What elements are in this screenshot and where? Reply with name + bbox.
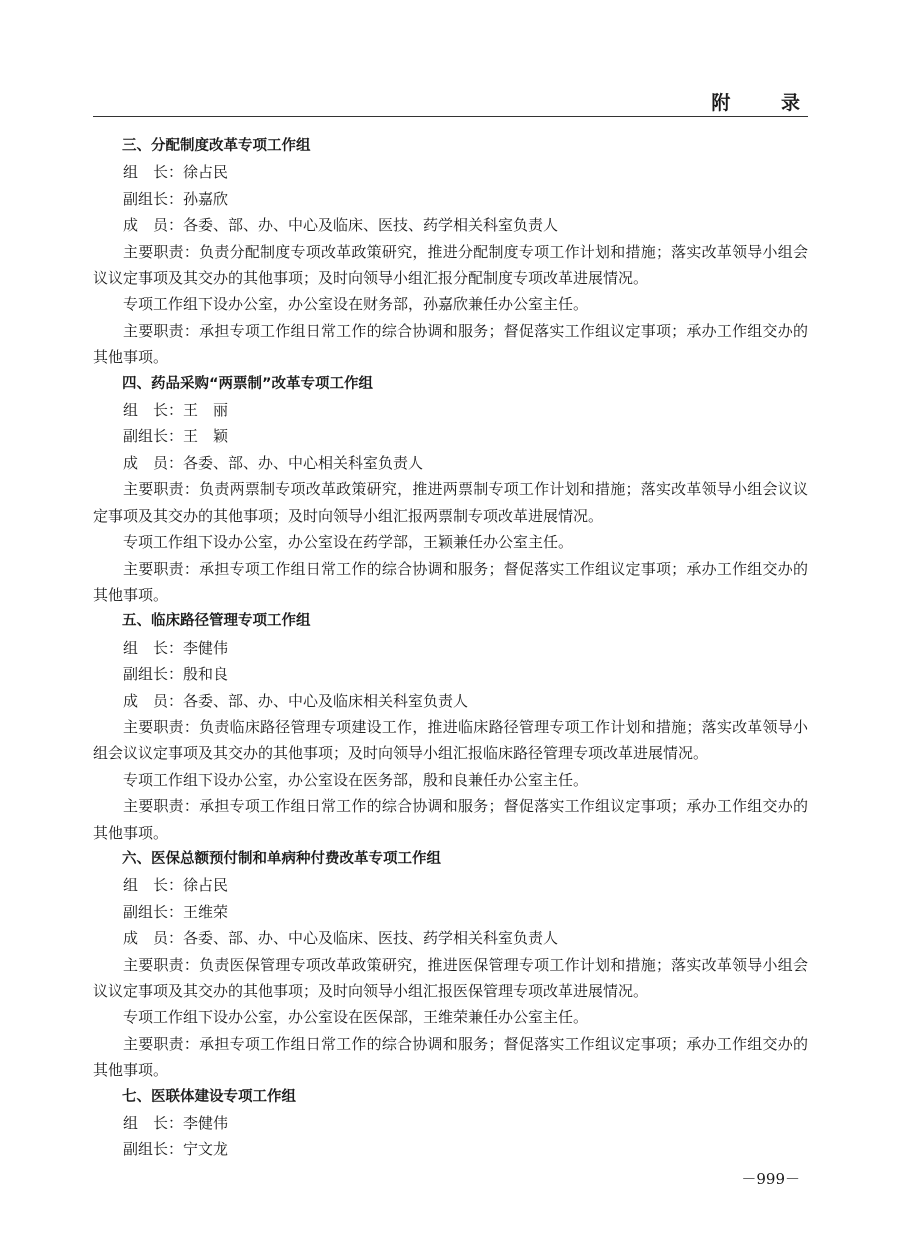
members-line: 成 员：各委、部、办、中心及临床相关科室负责人 [123,691,469,710]
section-heading: 七、医联体建设专项工作组 [122,1088,296,1105]
office-paragraph: 专项工作组下设办公室，办公室设在药学部，王颖兼任办公室主任。 [123,533,574,552]
duties-paragraph: 主要职责：负责医保管理专项改革政策研究，推进医保管理专项工作计划和措施；落实改革领导小组会议议定事项及其交办的其他事项；及时向领导小组汇报医保管理专项改革进展情况。 [93,955,808,1000]
header-rule [93,116,808,117]
office-duties-paragraph: 主要职责：承担专项工作组日常工作的综合协调和服务；督促落实工作组议定事项；承办工作组交办的其他事项。 [93,1034,808,1080]
duties-paragraph: 主要职责：负责临床路径管理专项建设工作，推进临床路径管理专项工作计划和措施；落实改革领导小组会议议定事项及其交办的其他事项；及时向领导小组汇报临床路径管理专项改革进展情况。 [93,717,808,763]
members-line: 成 员：各委、部、办、中心相关科室负责人 [123,453,424,472]
office-duties-paragraph: 主要职责：承担专项工作组日常工作的综合协调和服务；督促落实工作组议定事项；承办工作组交办的其他事项。 [93,797,808,842]
duties-paragraph: 主要职责：负责两票制专项改革政策研究，推进两票制专项工作计划和措施；落实改革领导小组会议议定事项及其交办的其他事项；及时向领导小组汇报两票制专项改革进展情况。 [93,480,808,525]
section-heading: 五、临床路径管理专项工作组 [122,613,311,630]
section-heading: 四、药品采购“两票制”改革专项工作组 [122,375,374,392]
office-paragraph: 专项工作组下设办公室，办公室设在医务部，殷和良兼任办公室主任。 [123,770,589,789]
deputy-leader-line: 副组长：孙嘉欣 [123,189,229,208]
office-paragraph: 专项工作组下设办公室，办公室设在财务部，孙嘉欣兼任办公室主任。 [123,295,589,314]
leader-line: 组 长：李健伟 [123,638,229,657]
running-header: 附 录 [711,92,822,114]
leader-line: 组 长：王 丽 [123,401,229,420]
page-number: －999－ [741,1170,800,1188]
duties-paragraph: 主要职责：负责分配制度专项改革政策研究，推进分配制度专项工作计划和措施；落实改革领导小组会议议定事项及其交办的其他事项；及时向领导小组汇报分配制度专项改革进展情况。 [93,242,808,288]
office-paragraph: 专项工作组下设办公室，办公室设在医保部，王维荣兼任办公室主任。 [123,1008,589,1027]
leader-line: 组 长：李健伟 [123,1114,229,1133]
deputy-leader-line: 副组长：宁文龙 [123,1140,229,1159]
deputy-leader-line: 副组长：殷和良 [123,665,229,684]
section-heading: 六、医保总额预付制和单病种付费改革专项工作组 [122,850,441,867]
office-duties-paragraph: 主要职责：承担专项工作组日常工作的综合协调和服务；督促落实工作组议定事项；承办工作组交办的其他事项。 [93,321,808,367]
office-duties-paragraph: 主要职责：承担专项工作组日常工作的综合协调和服务；督促落实工作组议定事项；承办工作组交办的其他事项。 [93,559,808,604]
document-body [93,133,808,1163]
leader-line: 组 长：徐占民 [123,163,229,182]
deputy-leader-line: 副组长：王 颖 [123,427,229,446]
members-line: 成 员：各委、部、办、中心及临床、医技、药学相关科室负责人 [123,929,559,948]
section-heading: 三、分配制度改革专项工作组 [122,138,311,154]
deputy-leader-line: 副组长：王维荣 [123,902,229,921]
leader-line: 组 长：徐占民 [123,876,229,895]
members-line: 成 员：各委、部、办、中心及临床、医技、药学相关科室负责人 [123,216,559,235]
